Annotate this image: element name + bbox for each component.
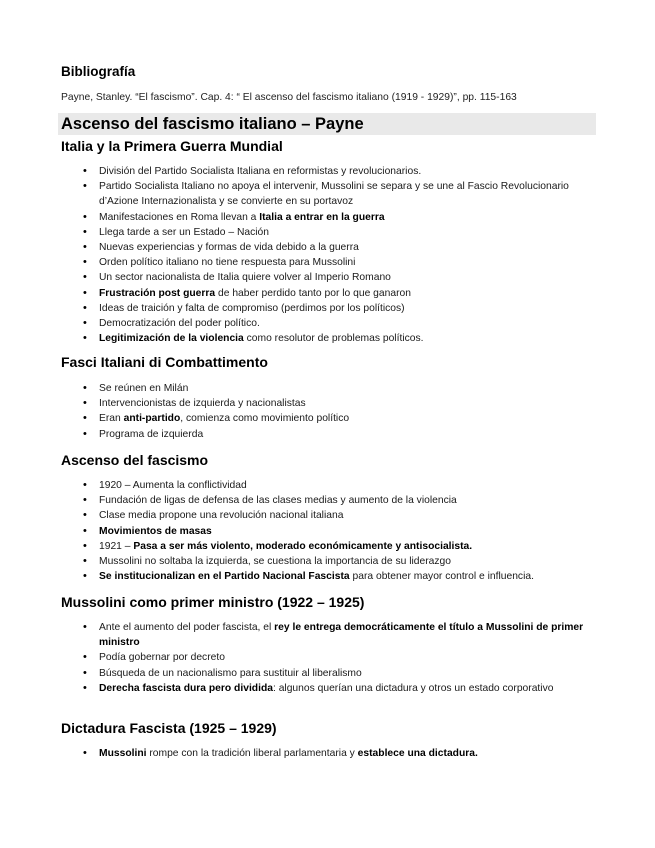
bold-text: Legitimización de la violencia	[99, 333, 244, 345]
item-text: Mussolini no soltaba la izquierda, se cuestiona la importancia de su liderazgo	[99, 556, 452, 568]
item-text: Intervencionistas de izquierda y nacionalistas	[99, 398, 306, 410]
section-list-ascenso	[83, 478, 598, 584]
item-text: de haber perdido tanto por lo que ganaron	[215, 287, 411, 299]
item-text: Eran	[99, 413, 124, 425]
item-text: Fundación de ligas de defensa de las clases medias y aumento de la violencia	[99, 495, 457, 507]
item-text: Llega tarde a ser un Estado – Nación	[99, 226, 270, 238]
bold-text: establece una dictadura.	[357, 748, 478, 759]
item-text: rompe con la tradición liberal parlamentaria y	[146, 748, 358, 759]
list-item	[83, 179, 598, 209]
item-text: Partido Socialista Italiano no apoya el intervenir, Mussolini se separa y se une al Fascio Revolucionario d’Azione Internazionalista y se convierte en su portavoz	[99, 181, 569, 208]
list-item	[83, 620, 598, 650]
item-text: Ante el aumento del poder fascista, el	[99, 622, 275, 633]
section-heading-dictadura: Dictadura Fascista (1925 – 1929)	[61, 720, 277, 736]
section-list-italia-guerra	[83, 164, 598, 346]
list-item	[83, 554, 598, 569]
list-item	[83, 427, 598, 442]
list-item	[83, 493, 598, 508]
bibliography-reference: Payne, Stanley. “El fascismo”. Cap. 4: “ El ascenso del fascismo italiano (1919 - 1929)”, pp. 115-163	[61, 92, 517, 103]
list-item	[83, 225, 598, 240]
bold-text: anti-partido	[123, 413, 181, 425]
bold-text: Frustración post guerra	[99, 287, 216, 299]
section-heading-italia-guerra: Italia y la Primera Guerra Mundial	[61, 138, 283, 154]
document-title: Ascenso del fascismo italiano – Payne	[61, 115, 364, 133]
bold-text: Italia a entrar en la guerra	[259, 211, 385, 223]
list-item	[83, 508, 598, 523]
list-item	[83, 396, 598, 411]
bold-text: Derecha fascista dura pero dividida	[99, 682, 273, 694]
item-text: Un sector nacionalista de Italia quiere volver al Imperio Romano	[99, 272, 391, 284]
section-heading-ascenso: Ascenso del fascismo	[61, 452, 209, 468]
section-heading-fasci-italiani: Fasci Italiani di Combattimento	[61, 354, 268, 370]
list-item	[83, 524, 598, 539]
list-item	[83, 411, 598, 426]
item-text: , comienza como movimiento político	[180, 413, 350, 425]
section-list-dictadura	[83, 746, 598, 761]
list-item	[83, 210, 598, 225]
bibliography-heading: Bibliografía	[61, 64, 136, 79]
list-item	[83, 666, 598, 681]
list-item	[83, 164, 598, 179]
section-list-fasci-italiani	[83, 381, 598, 442]
bold-text: rey le entrega democráticamente el título a Mussolini de primer ministro	[99, 622, 584, 649]
bold-text: Mussolini	[99, 748, 147, 759]
item-text: Democratización del poder político.	[99, 318, 260, 330]
item-text: para obtener mayor control e influencia.	[349, 571, 534, 583]
item-text: Se reúnen en Milán	[99, 383, 189, 394]
list-item	[83, 255, 598, 270]
item-text: Búsqueda de un nacionalismo para sustituir al liberalismo	[99, 667, 362, 679]
list-item	[83, 301, 598, 316]
list-item	[83, 381, 598, 396]
list-item	[83, 270, 598, 285]
list-item	[83, 650, 598, 665]
item-text: Clase media propone una revolución nacional italiana	[99, 510, 344, 522]
item-text: División del Partido Socialista Italiana en reformistas y revolucionarios.	[99, 166, 422, 177]
item-text: : algunos querían una dictadura y otros un estado corporativo	[272, 682, 554, 694]
item-text: como resolutor de problemas políticos.	[243, 333, 424, 345]
bold-text: Se institucionalizan en el Partido Nacional Fascista	[99, 571, 350, 583]
list-item	[83, 681, 598, 696]
list-item	[83, 539, 598, 554]
item-text: Ideas de traición y falta de compromiso (perdimos por los políticos)	[99, 302, 405, 314]
item-text: 1921 –	[99, 540, 134, 552]
bold-text: Movimientos de masas	[99, 525, 212, 537]
list-item	[83, 240, 598, 255]
item-text: Podía gobernar por decreto	[99, 652, 225, 664]
item-text: Nuevas experiencias y formas de vida debido a la guerra	[99, 242, 359, 254]
list-item	[83, 569, 598, 584]
section-heading-primer-ministro: Mussolini como primer ministro (1922 – 1925)	[61, 594, 365, 610]
list-item	[83, 746, 598, 761]
item-text: Manifestaciones en Roma llevan a	[99, 211, 260, 223]
item-text: 1920 – Aumenta la conflictividad	[99, 480, 247, 491]
item-text: Programa de izquierda	[99, 428, 204, 440]
list-item	[83, 286, 598, 301]
item-text: Orden político italiano no tiene respuesta para Mussolini	[99, 257, 356, 269]
list-item	[83, 478, 598, 493]
bold-text: Pasa a ser más violento, moderado económicamente y antisocialista.	[133, 540, 473, 552]
list-item	[83, 316, 598, 331]
section-list-primer-ministro	[83, 620, 598, 696]
list-item	[83, 331, 598, 346]
